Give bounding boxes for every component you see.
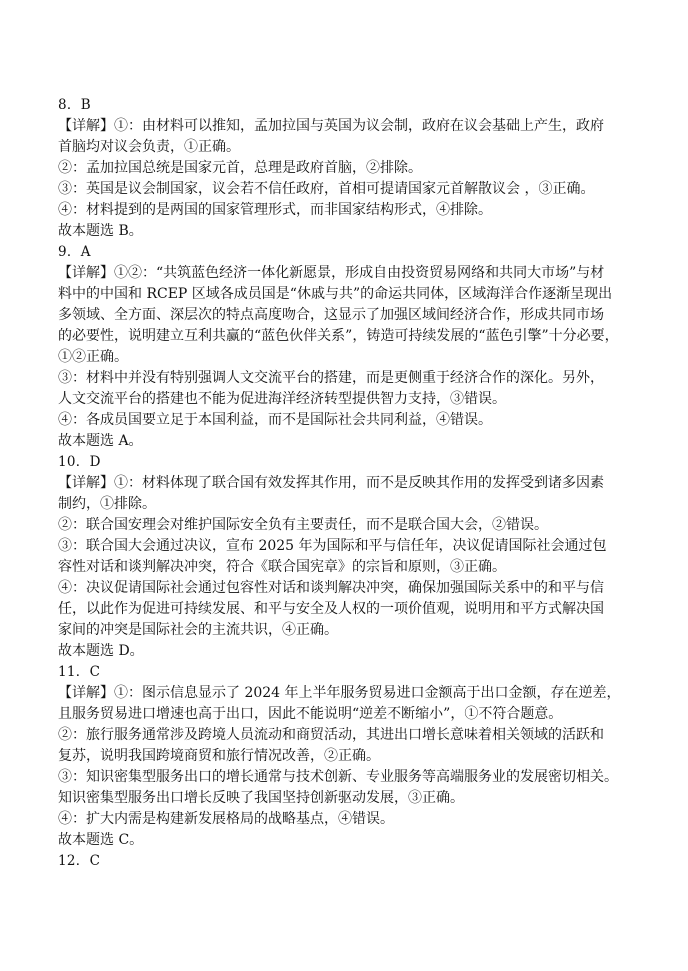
explanation-line: 【详解】①②：“共筑蓝色经济一体化新愿景，形成自由投资贸易网络和共同大市场”与材	[58, 265, 605, 281]
explanation-line: 任，以此作为促进可持续发展、和平与安全及人权的一项价值观，说明用和平方式解决国	[58, 601, 604, 617]
explanation-line: 故本题选 D。	[58, 643, 144, 659]
explanation-line: 知识密集型服务出口增长反映了我国坚持创新驱动发展，③正确。	[58, 790, 464, 806]
explanation-line: 复苏，说明我国跨境商贸和旅行情况改善，②正确。	[58, 748, 380, 764]
explanation-line: ③：英国是议会制国家，议会若不信任政府，首相可提请国家元首解散议会 ，③正确。	[58, 181, 595, 197]
answer-explanation-page	[0, 95, 688, 872]
explanation-line: 人文交流平台的搭建也不能为促进海洋经济转型提供智力支持，③错误。	[58, 391, 506, 407]
explanation-line: ③：材料中并没有特别强调人文交流平台的搭建，而是更侧重于经济合作的深化。另外，	[58, 370, 604, 386]
explanation-line: 【详解】①：材料体现了联合国有效发挥其作用，而不是反映其作用的发挥受到诸多因素	[58, 475, 604, 491]
explanation-line: 【详解】①：图示信息显示了 2024 年上半年服务贸易进口金额高于出口金额，存在逆差，	[58, 685, 621, 701]
explanation-line: 故本题选 B。	[58, 223, 143, 239]
explanation-line: 制约，①排除。	[58, 496, 156, 512]
explanation-line: 料中的中国和 RCEP 区域各成员国是“休戚与共”的命运共同体，区域海洋合作逐渐呈现出	[58, 286, 613, 302]
explanation-line: ②：孟加拉国总统是国家元首，总理是政府首脑，②排除。	[58, 160, 422, 176]
explanation-line: ④：材料提到的是两国的国家管理形式，而非国家结构形式，④排除。	[58, 202, 492, 218]
explanation-line: 【详解】①：由材料可以推知，孟加拉国与英国为议会制，政府在议会基础上产生，政府	[58, 118, 604, 134]
explanation-line: 多领域、全方面、深层次的特点高度吻合，这显示了加强区域间经济合作，形成共同市场	[58, 307, 604, 323]
explanation-line: ④：决议促请国际社会通过包容性对话和谈判解决冲突，确保加强国际关系中的和平与信	[58, 580, 604, 596]
explanation-line: ③：联合国大会通过决议，宣布 2025 年为国际和平与信任年，决议促请国际社会通过包	[58, 538, 607, 554]
explanation-line: 故本题选 C。	[58, 832, 144, 848]
explanation-line: ②：联合国安理会对维护国际安全负有主要责任，而不是联合国大会，②错误。	[58, 517, 548, 533]
explanation-line: 容性对话和谈判解决冲突，符合《联合国宪章》的宗旨和原则，③正确。	[58, 559, 506, 575]
answer-key-line: 11．C	[58, 664, 101, 680]
explanation-line: ②：旅行服务通常涉及跨境人员流动和商贸活动，其进出口增长意味着相关领域的活跃和	[58, 727, 604, 743]
explanation-line: 且服务贸易进口增速也高于出口，因此不能说明“逆差不断缩小”，①不符合题意。	[58, 706, 563, 722]
explanation-line: 家间的冲突是国际社会的主流共识，④正确。	[58, 622, 338, 638]
explanation-line: 首脑均对议会负责，①正确。	[58, 139, 240, 155]
explanation-line: 的必要性，说明建立互利共赢的“蓝色伙伴关系”，铸造可持续发展的“蓝色引擎”十分必要，	[58, 328, 619, 344]
explanation-line: ④：各成员国要立足于本国利益，而不是国际社会共同利益，④错误。	[58, 412, 492, 428]
answer-key-line: 12．C	[58, 853, 101, 869]
answer-key-line: 9．A	[58, 244, 91, 260]
explanation-line: ④：扩大内需是构建新发展格局的战略基点，④错误。	[58, 811, 394, 827]
answer-key-line: 8．B	[58, 97, 91, 113]
explanation-line: ③：知识密集型服务出口的增长通常与技术创新、专业服务等高端服务业的发展密切相关。	[58, 769, 618, 785]
explanation-line: ①②正确。	[58, 349, 128, 365]
answer-key-line: 10．D	[58, 454, 101, 470]
explanation-line: 故本题选 A。	[58, 433, 143, 449]
